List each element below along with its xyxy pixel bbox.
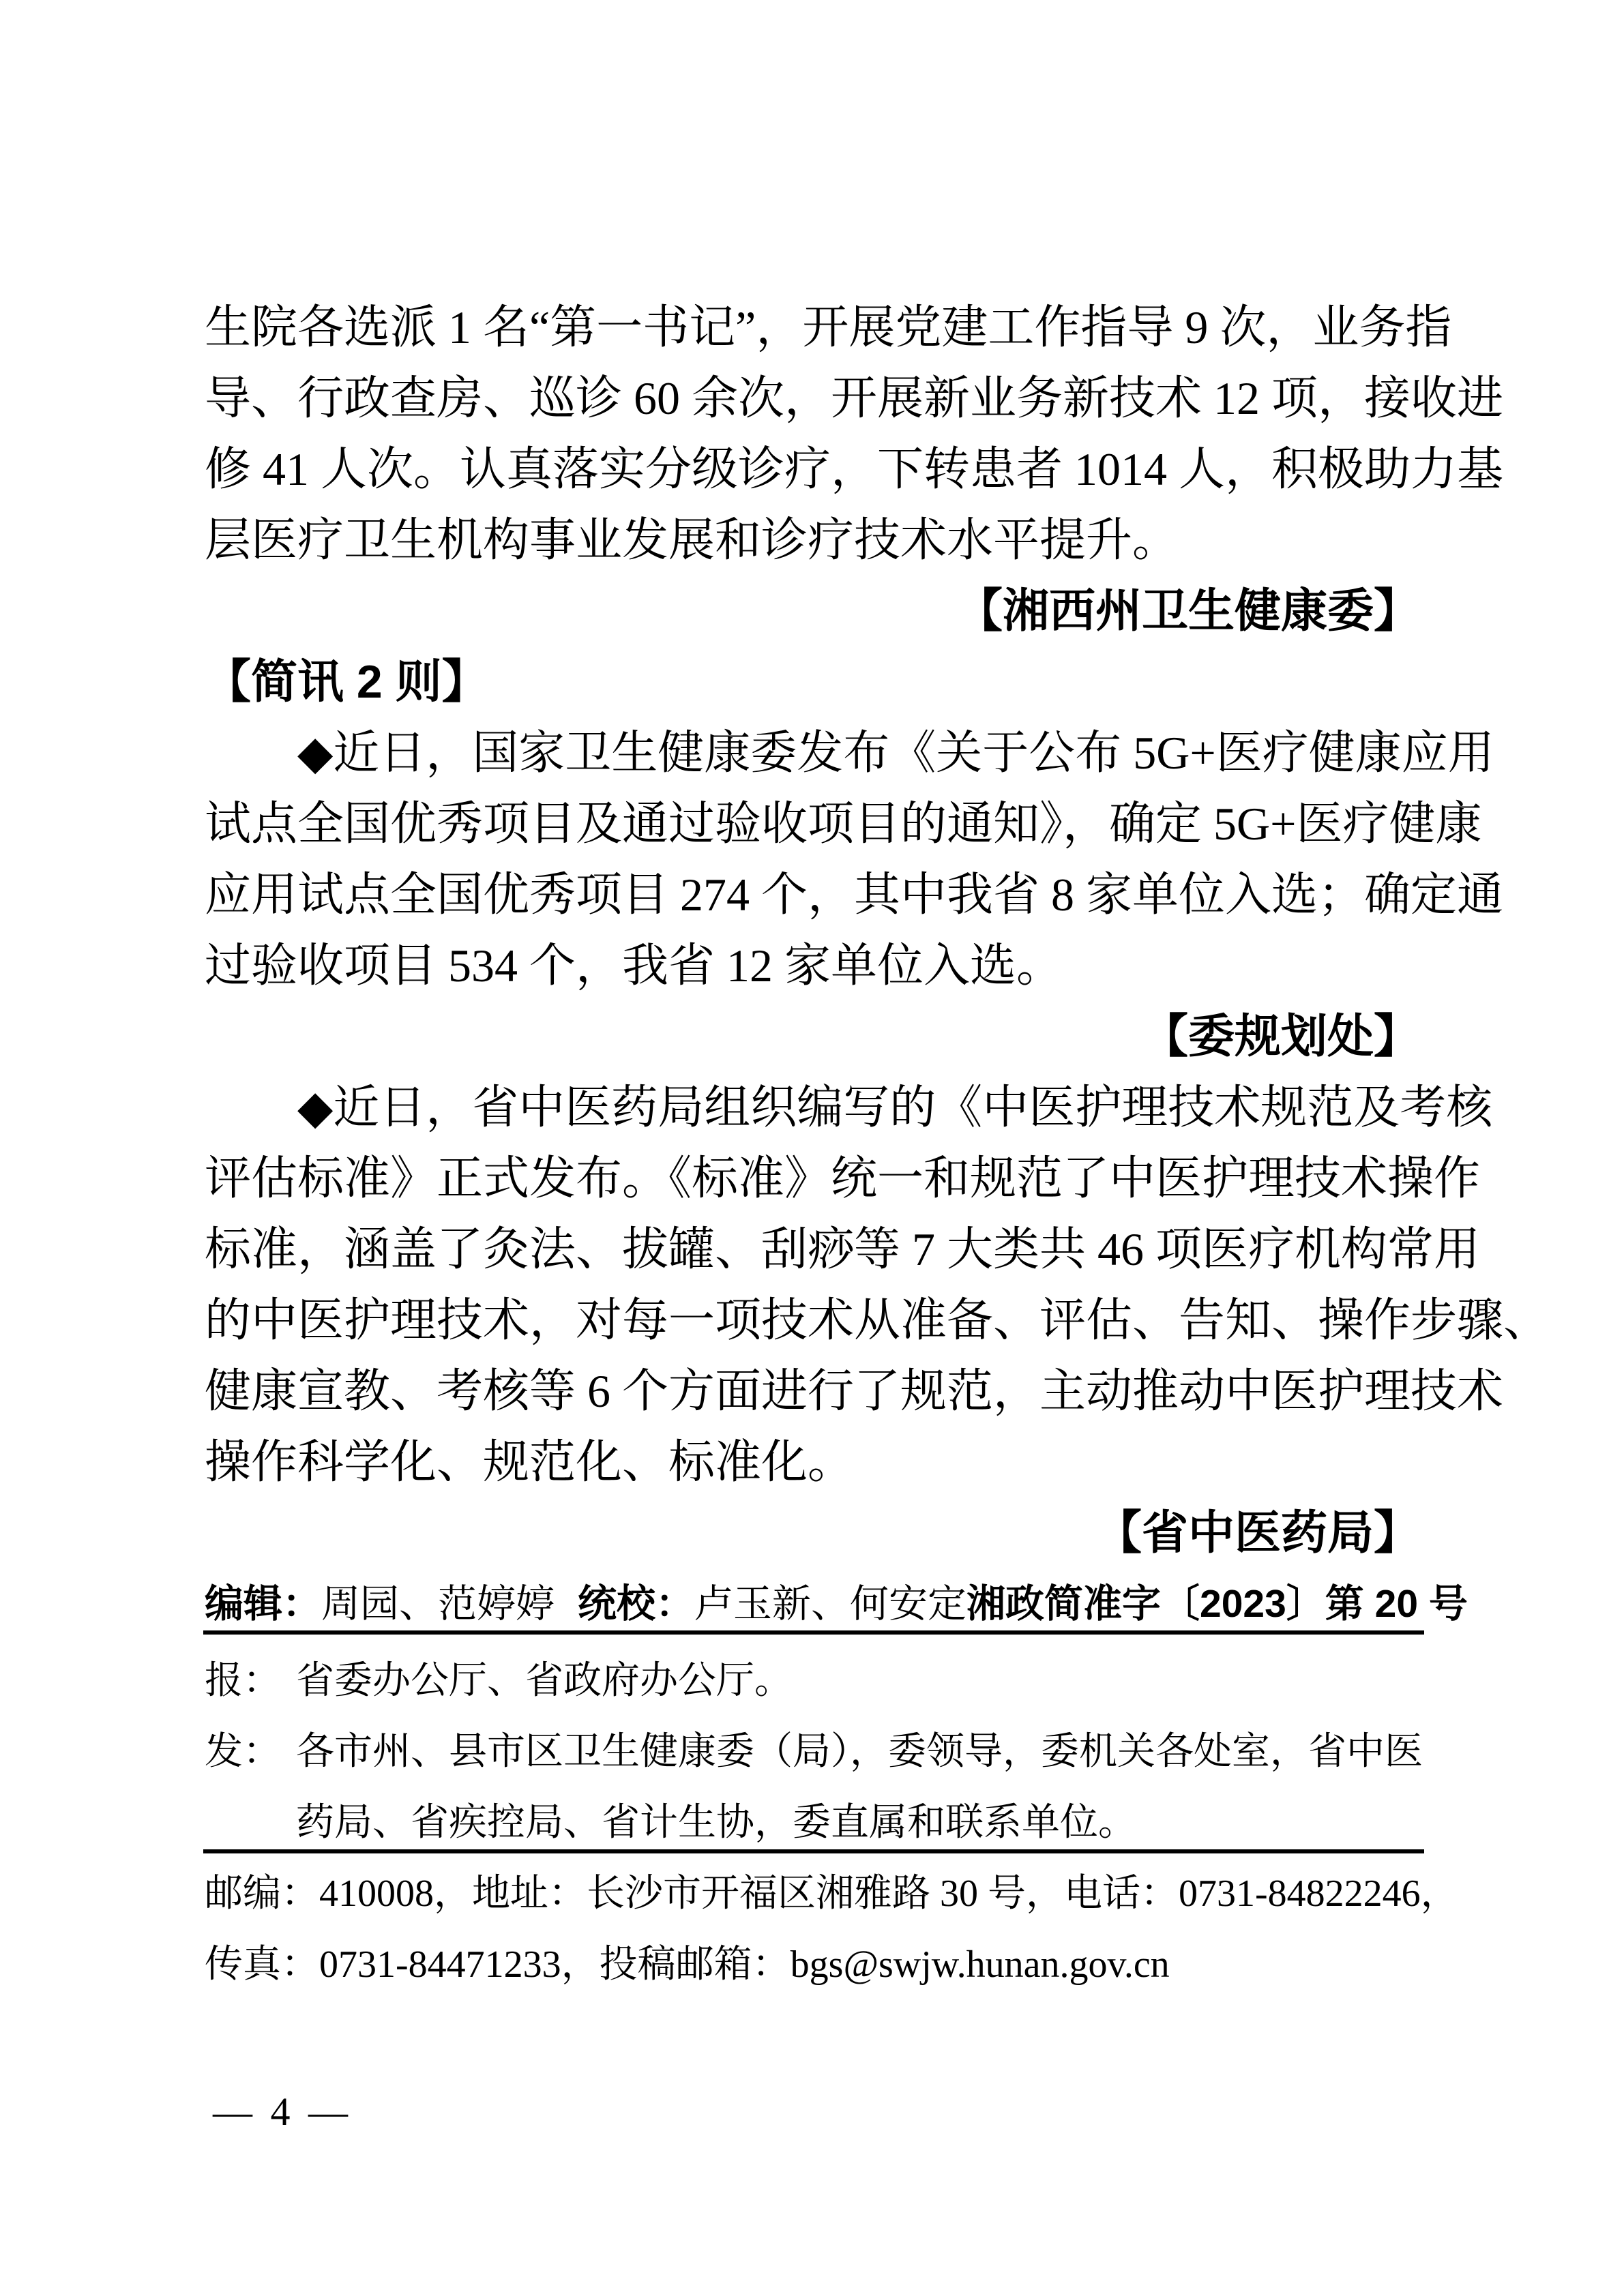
page-number: — 4 — [213,2089,352,2134]
body-text-line: 的中医护理技术，对每一项技术从准备、评估、告知、操作步骤、 [205,1294,1550,1346]
brief-item-2 [205,1072,1550,1497]
paragraph-1 [205,292,1504,576]
body-text-line: ◆近日，国家卫生健康委发布《关于公布 5G+医疗健康应用 [297,727,1494,779]
body-text-line: 层医疗卫生机构事业发展和诊疗技术水平提升。 [205,514,1179,566]
body-text-line: 导、行政查房、巡诊 60 余次，开展新业务新技术 12 项，接收进 [205,372,1504,424]
report-content: 省委办公厅、省政府办公厅。 [296,1660,793,1702]
editor-label: 编辑： [205,1582,321,1626]
divider-line [203,1849,1424,1853]
body-text-line: 操作科学化、规范化、标准化。 [205,1436,855,1488]
divider-line [203,1630,1424,1635]
attribution-source: 【省中医药局】 [1095,1507,1420,1559]
body-text-line: 生院各选派 1 名“第一书记”，开展党建工作指导 9 次，业务指 [205,301,1452,353]
distribution-line: 药局、省疾控局、省计生协，委直属和联系单位。 [296,1802,1136,1844]
colophon-row [205,1568,1468,1639]
body-text-line: 评估标准》正式发布。《标准》统一和规范了中医护理技术操作 [205,1152,1481,1204]
body-text-line: 应用试点全国优秀项目 274 个，其中我省 8 家单位入选；确定通 [205,869,1504,921]
body-text-line: 健康宣教、考核等 6 个方面进行了规范，主动推动中医护理技术 [205,1365,1504,1417]
report-to-row [205,1645,1420,1716]
attribution-source: 【委规划处】 [1141,1011,1420,1062]
body-text-line: 标准，涵盖了灸法、拔罐、刮痧等 7 大类共 46 项医疗机构常用 [205,1223,1481,1275]
editor-group [205,1568,966,1640]
editor-names: 周园、范婷婷 [321,1583,555,1626]
distribution-label: 发： [205,1731,281,1773]
attribution-source: 【湘西州卫生健康委】 [956,585,1420,637]
body-text-line: ◆近日，省中医药局组织编写的《中医护理技术规范及考核 [297,1082,1493,1133]
distribution-row [205,1716,1423,1858]
distribution-line: 各市州、县市区卫生健康委（局），委领导，委机关各处室，省中医 [296,1731,1423,1773]
contact-line: 邮编：410008，地址：长沙市开福区湘雅路 30 号，电话：0731-84822246， [205,1873,1459,1915]
contact-line: 传真：0731-84471233，投稿邮箱：bgs@swjw.hunan.gov.cn [205,1943,1170,1986]
report-label: 报： [205,1660,281,1702]
body-text-line: 试点全国优秀项目及通过验收项目的通知》，确定 5G+医疗健康 [205,798,1482,850]
brief-item-1 [205,717,1504,1001]
document-number: 湘政简准字〔2023〕第 20 号 [966,1582,1468,1626]
body-text-line: 修 41 人次。认真落实分级诊疗，下转患者 1014 人，积极助力基 [205,443,1504,495]
body-text-line: 过验收项目 534 个，我省 12 家单位入选。 [205,940,1063,992]
proofreader-label: 统校： [578,1582,694,1626]
proofreader-names: 卢玉新、何安定 [694,1583,966,1626]
briefs-section-heading: 【简讯 2 则】 [205,656,488,708]
